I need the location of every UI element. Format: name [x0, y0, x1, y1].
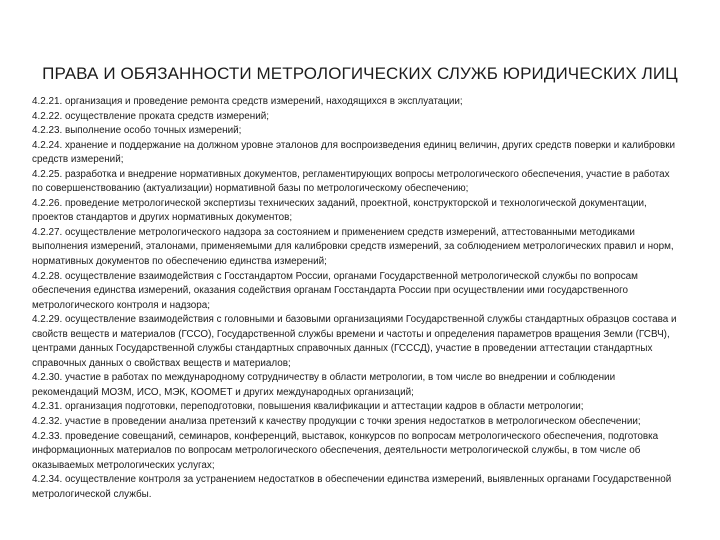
list-item: 4.2.28. осуществление взаимодействия с Госстандартом России, органами Государственной метрологической службы по вопросам обеспечения единства измерений, оказания содействия органам Госстандарта России при осуществлении ими государственного метрологического контроля и надзора; [32, 270, 638, 311]
list-item: 4.2.22. осуществление проката средств измерений; [32, 110, 269, 122]
list-item: 4.2.32. участие в проведении анализа претензий к качеству продукции с точки зрения недостатков в метрологическом обеспечении; [32, 416, 641, 428]
list-item: 4.2.25. разработка и внедрение нормативных документов, регламентирующих вопросы метрологического обеспечения, участие в работах по совершенствованию (актуализации) нормативной базы по метрологическому обеспечению; [32, 168, 670, 195]
list-item: 4.2.21. организация и проведение ремонта средств измерений, находящихся в эксплуатации; [32, 96, 463, 107]
list-item: 4.2.29. осуществление взаимодействия с головными и базовыми организациями Государственной службы стандартных образцов состава и свойств веществ и материалов (ГССО), Государственной службы времени и частоты и определения параметров вращения Земли (ГСВЧ), центрами данных Государственной службы стандартных справочных данных (ГСССД), участие в проведении аттестации стандартных справочных данных о свойствах веществ и материалов; [32, 314, 677, 369]
list-item: 4.2.30. участие в работах по международному сотрудничеству в области метрологии, в том числе во внедрении и соблюдении рекомендаций МОЗМ, ИСО, МЭК, КООМЕТ и других международных организаций; [32, 372, 616, 398]
list-item: 4.2.33. проведение совещаний, семинаров, конференций, выставок, конкурсов по вопросам метрологического обеспечения, подготовка информационных материалов по вопросам метрологического обеспечения, деятельности метрологической службы, в том числе об оказываемых метрологических услугах; [32, 430, 659, 471]
list-item: 4.2.31. организация подготовки, переподготовки, повышения квалификации и аттестации кадров в области метрологии; [32, 401, 584, 413]
list-item: 4.2.27. осуществление метрологического надзора за состоянием и применением средств измерений, аттестованными методиками выполнения измерений, эталонами, применяемыми для калибровки средств измерений, за соблюдением метрологических правил и норм, нормативных документов по обеспечению единства измерений; [32, 226, 674, 268]
slide-body [32, 95, 680, 502]
slide-title: ПРАВА И ОБЯЗАННОСТИ МЕТРОЛОГИЧЕСКИХ СЛУЖБ ЮРИДИЧЕСКИХ ЛИЦ [42, 64, 678, 83]
list-item: 4.2.23. выполнение особо точных измерений; [32, 125, 242, 137]
list-item: 4.2.34. осуществление контроля за устранением недостатков в обеспечении единства измерений, выявленных органами Государственной метрологической службы. [32, 474, 672, 500]
list-item: 4.2.26. проведение метрологической экспертизы технических заданий, проектной, конструкторской и технологической документации, проектов стандартов и других нормативных документов; [32, 197, 647, 224]
list-item: 4.2.24. хранение и поддержание на должном уровне эталонов для воспроизведения единиц величин, других средств поверки и калибровки средств измерений; [32, 139, 676, 166]
